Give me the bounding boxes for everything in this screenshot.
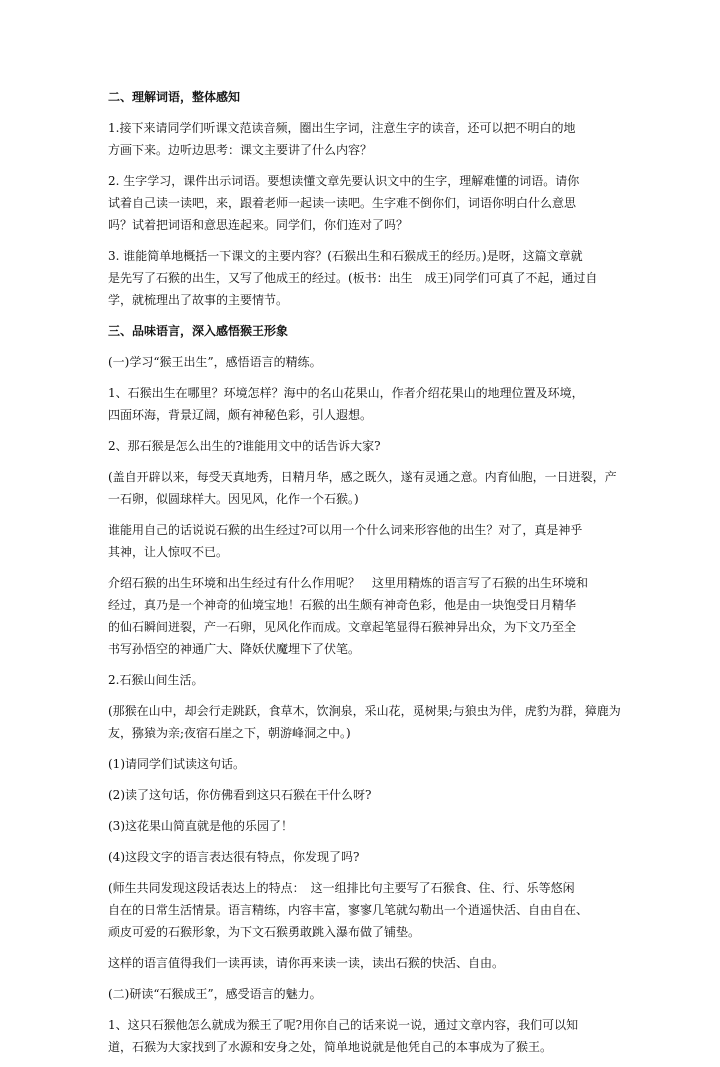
paragraph (108, 466, 617, 510)
text-line: 一石卵，似圆球样大。因见风，化作一个石猴。) (108, 492, 359, 506)
paragraph (108, 117, 614, 161)
text-line: 1、石猴出生在哪里？环境怎样？海中的名山花果山，作者介绍花果山的地理位置及环境， (108, 386, 584, 400)
paragraph (108, 815, 614, 837)
text-line: 其神，让人惊叹不已。 (108, 545, 229, 559)
paragraph (108, 245, 614, 311)
text-line: 这样的语言值得我们一读再读，请你再来读一读，读出石猴的快活、自由。 (108, 956, 505, 970)
paragraph (108, 519, 614, 563)
text-line: 经过，真乃是一个神奇的仙境宝地！石猴的出生颇有神奇色彩，他是由一块饱受日月精华 (108, 598, 577, 612)
paragraph (108, 669, 614, 691)
text-line: 的仙石瞬间迸裂，产一石卵，见风化作而成。文章起笔显得石猴神异出众，为下文乃至全 (108, 620, 577, 634)
text-line: 书写孙悟空的神通广大、降妖伏魔埋下了伏笔。 (108, 642, 361, 656)
text-line: 吗？试着把词语和意思连起来。同学们，你们连对了吗？ (108, 218, 409, 232)
text-line: 2、那石猴是怎么出生的?谁能用文中的话告诉大家? (108, 439, 381, 453)
text-line: 3. 谁能简单地概括一下课文的主要内容？(石猴出生和石猴成王的经历。)是呀，这篇文章就 (108, 249, 583, 263)
text-line: 2. 生字学习，课件出示词语。要想读懂文章先要认识文中的生字，理解难懂的词语。请你 (108, 174, 580, 188)
text-line: (2)读了这句话，你仿佛看到这只石猴在干什么呀? (108, 788, 372, 802)
text-line: 是先写了石猴的出生，又写了他成王的经过。(板书：出生 成王)同学们可真了不起，通过自 (108, 271, 598, 285)
text-line: (盖自开辟以来，每受天真地秀，日精月华，感之既久，遂有灵通之意。内育仙胞，一日迸裂，产 (108, 470, 617, 484)
paragraph (108, 572, 614, 660)
paragraph (108, 784, 614, 806)
text-line: (二)研读“石猴成王”，感受语言的魅力。 (108, 987, 322, 1001)
text-line: (那猴在山中，却会行走跳跃，食草木，饮涧泉，采山花，觅树果;与狼虫为伴，虎豹为群，獐鹿为 (108, 704, 621, 718)
text-line: 介绍石猴的出生环境和出生经过有什么作用呢？ 这里用精炼的语言写了石猴的出生环境和 (108, 576, 589, 590)
text-line: (一)学习“猴王出生”，感悟语言的精练。 (108, 355, 322, 369)
text-line: 1、这只石猴他怎么就成为猴王了呢?用你自己的话来说一说，通过文章内容，我们可以知 (108, 1018, 579, 1032)
paragraph (108, 877, 614, 943)
text-line: 方画下来。边听边思考：课文主要讲了什么内容？ (108, 143, 373, 157)
paragraph (108, 435, 614, 457)
paragraph (108, 753, 614, 775)
text-line: 顽皮可爱的石猴形象，为下文石猴勇敢跳入瀑布做了铺垫。 (108, 925, 421, 939)
section-heading-understand-words: 二、理解词语，整体感知 (108, 90, 241, 104)
text-line: 四面环海，背景辽阔，颇有神秘色彩，引人遐想。 (108, 408, 373, 422)
text-line: 学，就梳理出了故事的主要情节。 (108, 293, 289, 307)
text-line: (师生共同发现这段话表达上的特点： 这一组排比句主要写了石猴食、住、行、乐等悠闲 (108, 881, 575, 895)
text-line: 2.石猴山间生活。 (108, 673, 204, 687)
section-heading-language-appreciation: 三、品味语言，深入感悟猴王形象 (108, 324, 289, 338)
document-page (108, 86, 621, 1067)
paragraph (108, 700, 621, 744)
paragraph (108, 351, 614, 373)
text-line: 试着自己读一读吧，来，跟着老师一起读一读吧。生字难不倒你们，词语你明白什么意思 (108, 196, 577, 210)
text-line: 谁能用自己的话说说石猴的出生经过?可以用一个什么词来形容他的出生？对了，真是神乎 (108, 523, 583, 537)
text-line: 自在的日常生活情景。语言精练，内容丰富，寥寥几笔就勾勒出一个逍遥快活、自由自在、 (108, 903, 589, 917)
text-line: 1.接下来请同学们听课文范读音频，圈出生字词，注意生字的读音，还可以把不明白的地 (108, 121, 576, 135)
text-line: (1)请同学们试读这句话。 (108, 757, 245, 771)
paragraph (108, 983, 614, 1005)
paragraph (108, 170, 614, 236)
paragraph (108, 1014, 614, 1058)
text-line: 友，猕猿为亲;夜宿石崖之下，朝游峰洞之中。) (108, 726, 351, 740)
text-line: (4)这段文字的语言表达很有特点，你发现了吗? (108, 850, 360, 864)
paragraph (108, 846, 614, 868)
paragraph (108, 382, 614, 426)
text-line: (3)这花果山简直就是他的乐园了！ (108, 819, 293, 833)
paragraph (108, 952, 614, 974)
text-line: 道，石猴为大家找到了水源和安身之处，简单地说就是他凭自己的本事成为了猴王。 (108, 1040, 553, 1054)
